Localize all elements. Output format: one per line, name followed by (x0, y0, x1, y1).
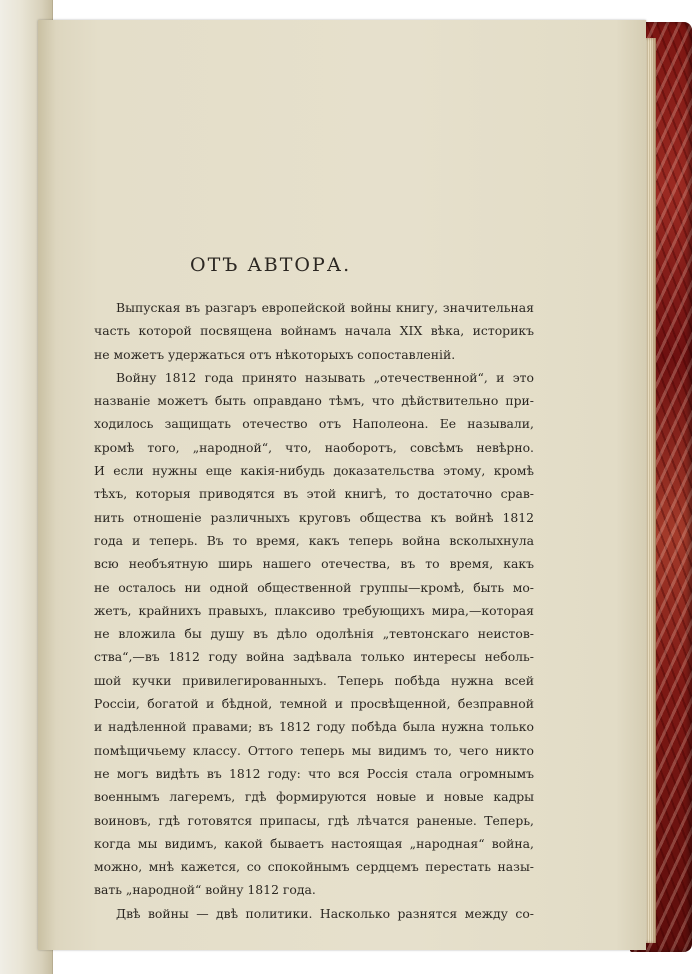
text-line: Двѣ войны — двѣ политики. Насколько разнятся между со- (116, 905, 534, 921)
text-line: кромѣ того, „народной“, что, наоборотъ, совсѣмъ невѣрно. (94, 439, 534, 455)
text-line: всю необъятную ширь нашего отечества, въ то время, какъ (94, 556, 534, 572)
text-line: нить отношеніе различныхъ круговъ общества къ войнѣ 1812 (94, 509, 534, 525)
text-line: когда мы видимъ, какой бываетъ настоящая „народная“ война, (94, 835, 534, 851)
text-line: Войну 1812 года принято называть „отечественной“, и это (116, 369, 534, 385)
text-line: ства“,—въ 1812 году война задѣвала только интересы неболь- (94, 649, 534, 665)
text-line: Россіи, богатой и бѣдной, темной и просвѣщенной, безправной (94, 696, 534, 712)
text-line: Выпуская въ разгаръ европейской войны книгу, значительная (116, 300, 534, 315)
text-line: не вложила бы душу въ дѣло одолѣнія „тевтонскаго неистов- (94, 626, 534, 642)
text-line: военнымъ лагеремъ, гдѣ формируются новые и новые кадры (94, 789, 534, 805)
text-line: и надѣленной правами; въ 1812 году побѣда была нужна только (94, 719, 534, 735)
text-line: часть которой посвящена войнамъ начала XIX вѣка, историкъ (94, 323, 534, 339)
text-line: вать „народной“ войну 1812 года. (94, 882, 316, 898)
text-line: И если нужны еще какія-нибудь доказательства этому, кромѣ (94, 463, 534, 479)
text-line: помѣщичьему классу. Оттого теперь мы видимъ то, чего никто (94, 742, 534, 758)
text-line: не осталось ни одной общественной группы—кромѣ, быть мо- (94, 579, 534, 595)
text-line: названіе можетъ быть оправдано тѣмъ, что дѣйствительно при- (94, 393, 534, 409)
text-line: шой кучки привилегированныхъ. Теперь побѣда нужна всей (94, 672, 534, 688)
text-line: тѣхъ, которыя приводятся въ этой книгѣ, то достаточно срав- (94, 486, 534, 502)
text-line: воиновъ, гдѣ готовятся припасы, гдѣ лѣчатся раненые. Теперь, (94, 812, 534, 828)
text-line: жетъ, крайнихъ правыхъ, плаксиво требующихъ мира,—которая (94, 602, 534, 618)
text-line: не могъ видѣть въ 1812 году: что вся Россія стала огромнымъ (94, 765, 534, 781)
text-line: не можетъ удержаться отъ нѣкоторыхъ сопоставленій. (94, 346, 456, 362)
text-line: можно, мнѣ кажется, со спокойнымъ сердцемъ перестать назы- (94, 859, 534, 875)
text-line: года и теперь. Въ то время, какъ теперь война всколыхнула (94, 532, 534, 548)
text-line: ходилось защищать отечество отъ Наполеона. Ее называли, (94, 416, 534, 432)
body-text (94, 296, 534, 925)
page-heading: ОТЪ АВТОРА. (190, 254, 352, 276)
